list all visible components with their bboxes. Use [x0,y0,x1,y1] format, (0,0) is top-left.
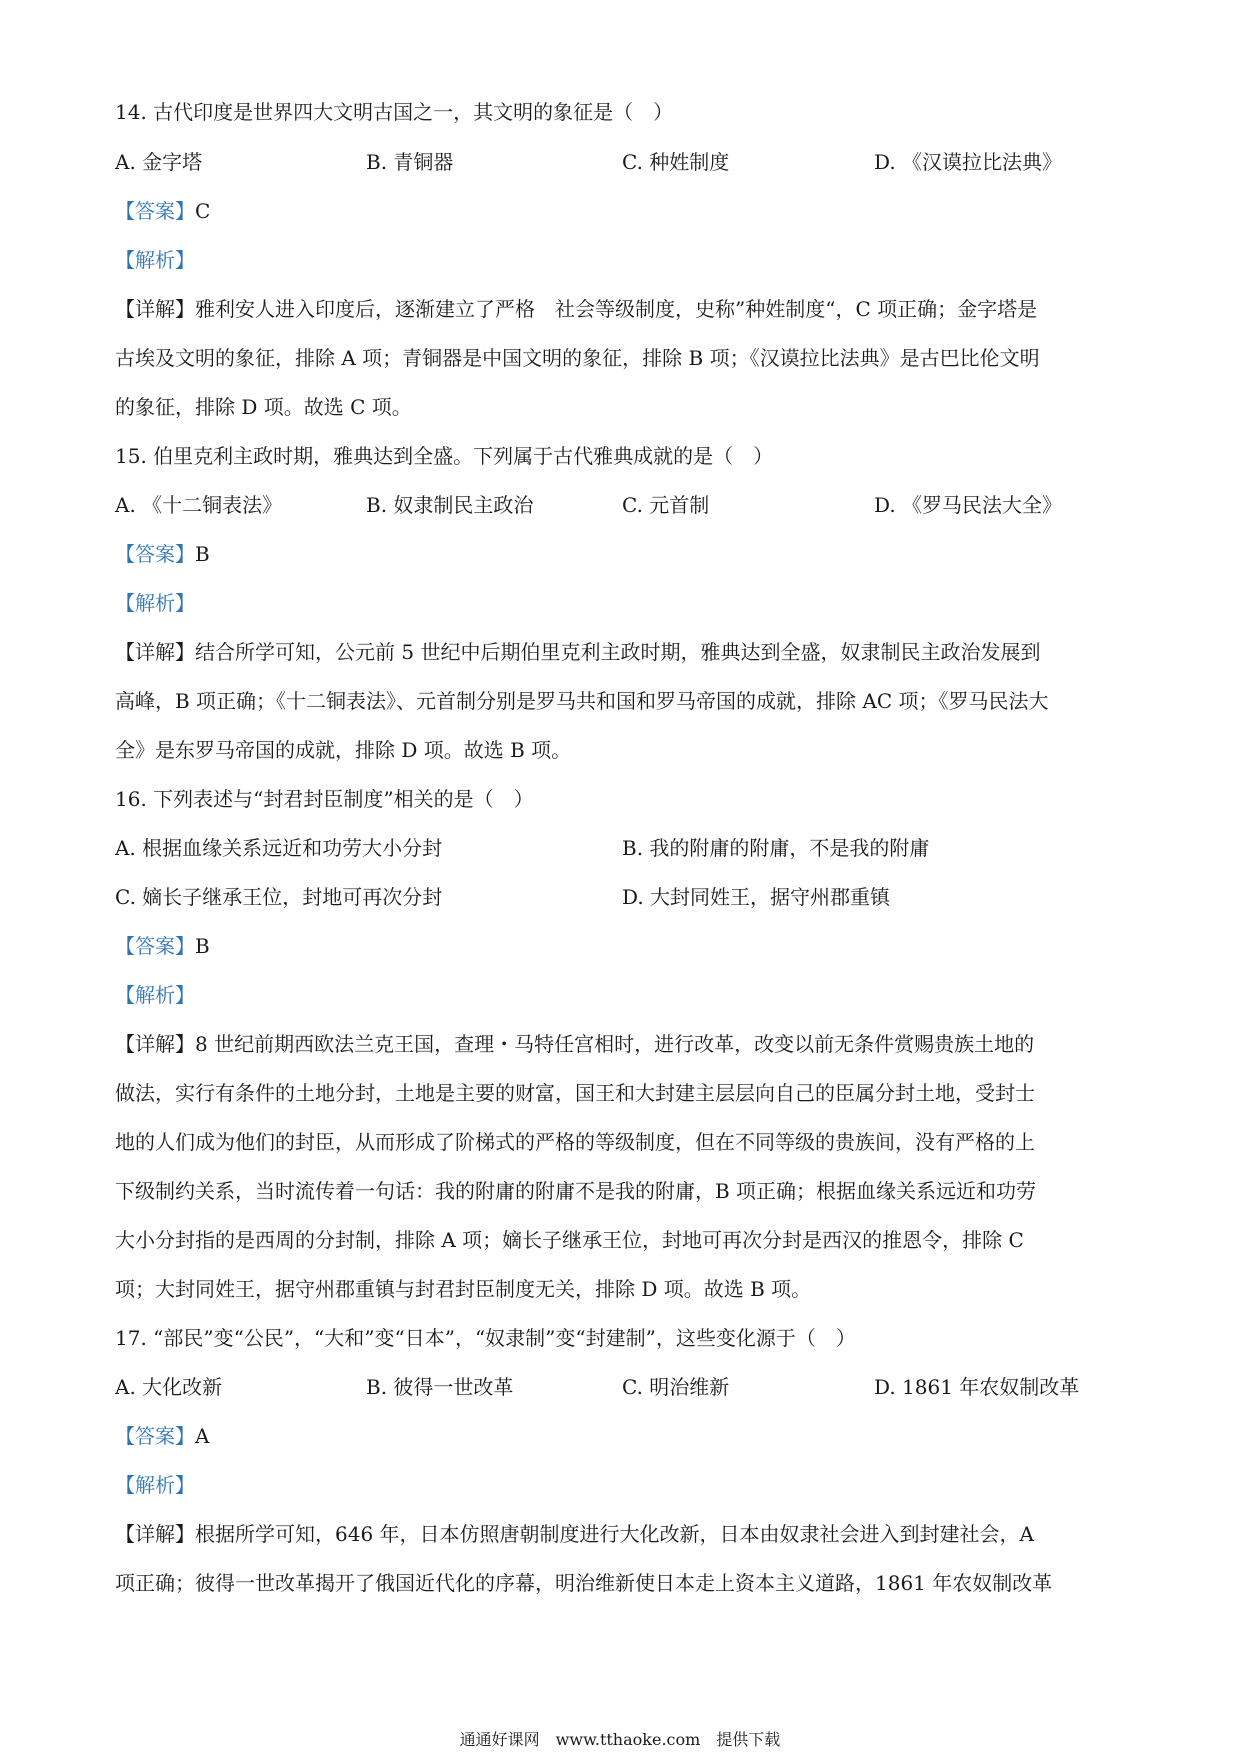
question-16-option-d: D. 大封同姓王，据守州郡重镇 [622,885,891,909]
answer-tag: 【答案】 [115,934,195,958]
question-15-option-d: D. 《罗马民法大全》 [874,493,1063,517]
question-14-detail-line-3: 的象征，排除 D 项。故选 C 项。 [115,395,412,419]
question-15-answer [115,540,210,568]
question-16-stem: 16. 下列表述与“封君封臣制度”相关的是（ ） [115,787,534,811]
question-17-option-c: C. 明治维新 [622,1375,730,1399]
question-14-option-d: D. 《汉谟拉比法典》 [874,150,1063,174]
question-15-stem: 15. 伯里克利主政时期，雅典达到全盛。下列属于古代雅典成就的是（ ） [115,444,774,468]
question-14-answer [115,197,210,225]
question-17-answer [115,1422,209,1450]
question-14-option-a: A. 金字塔 [115,150,203,174]
detail-tag: 【详解】 [115,1032,195,1056]
answer-tag: 【答案】 [115,199,195,223]
question-17-stem: 17. “部民”变“公民”，“大和”变“日本”，“奴隶制”变“封建制”，这些变化源于（ ） [115,1326,856,1350]
question-16-detail-line-4: 下级制约关系，当时流传着一句话：我的附庸的附庸不是我的附庸，B 项正确；根据血缘关系远近和功劳 [115,1179,1037,1203]
question-15-option-b: B. 奴隶制民主政治 [366,493,534,517]
question-14-option-c: C. 种姓制度 [622,150,730,174]
answer-tag: 【答案】 [115,542,195,566]
detail-tag: 【详解】 [115,640,195,664]
question-15-analysis-tag: 【解析】 [115,591,195,615]
answer-value: C [195,199,211,223]
answer-value: B [195,542,210,566]
question-16-option-a: A. 根据血缘关系远近和功劳大小分封 [115,836,443,860]
question-16-option-b: B. 我的附庸的附庸，不是我的附庸 [622,836,930,860]
question-16-detail-line-3: 地的人们成为他们的封臣，从而形成了阶梯式的严格的等级制度，但在不同等级的贵族间，没有严格的上 [115,1130,1035,1154]
question-15-option-a: A. 《十二铜表法》 [115,493,283,517]
question-16-detail-line-5: 大小分封指的是西周的分封制，排除 A 项；嫡长子继承王位，封地可再次分封是西汉的推恩令，排除 C [115,1228,1024,1252]
question-16-option-c: C. 嫡长子继承王位，封地可再次分封 [115,885,443,909]
question-16-analysis-tag: 【解析】 [115,983,195,1007]
question-14-detail-line-1: 【详解】雅利安人进入印度后，逐渐建立了严格 社会等级制度，史称”种姓制度“，C 项正确；金字塔是 [115,297,1038,321]
answer-value: B [195,934,210,958]
question-16-answer [115,932,210,960]
question-17-option-d: D. 1861 年农奴制改革 [874,1375,1080,1399]
question-16-detail-line-6: 项；大封同姓王，据守州郡重镇与封君封臣制度无关，排除 D 项。故选 B 项。 [115,1277,812,1301]
question-14-detail-line-2: 古埃及文明的象征，排除 A 项；青铜器是中国文明的象征，排除 B 项；《汉谟拉比法典》是古巴比伦文明 [115,346,1040,370]
detail-tag: 【详解】 [115,1522,195,1546]
question-14-analysis-tag: 【解析】 [115,248,195,272]
question-15-detail-line-3: 全》是东罗马帝国的成就，排除 D 项。故选 B 项。 [115,738,572,762]
question-14-option-b: B. 青铜器 [366,150,454,174]
question-15-detail-line-1: 【详解】结合所学可知，公元前 5 世纪中后期伯里克利主政时期，雅典达到全盛，奴隶制民主政治发展到 [115,640,1041,664]
answer-tag: 【答案】 [115,1424,195,1448]
question-17-option-a: A. 大化改新 [115,1375,223,1399]
question-17-detail-line-2: 项正确；彼得一世改革揭开了俄国近代化的序幕，明治维新使日本走上资本主义道路，1861 年农奴制改革 [115,1571,1053,1595]
detail-tag: 【详解】 [115,297,195,321]
question-14-stem: 14. 古代印度是世界四大文明古国之一，其文明的象征是（ ） [115,100,674,124]
question-17-detail-line-1: 【详解】根据所学可知，646 年，日本仿照唐朝制度进行大化改新，日本由奴隶社会进入到封建社会，A [115,1522,1034,1546]
question-15-detail-line-2: 高峰，B 项正确；《十二铜表法》、元首制分别是罗马共和国和罗马帝国的成就，排除 AC 项；《罗马民法大 [115,689,1049,713]
question-16-detail-line-2: 做法，实行有条件的土地分封，土地是主要的财富，国王和大封建主层层向自己的臣属分封土地，受封士 [115,1081,1035,1105]
answer-value: A [195,1424,210,1448]
question-17-option-b: B. 彼得一世改革 [366,1375,514,1399]
page-footer: 通通好课网 www.tthaoke.com 提供下载 [459,1730,781,1749]
question-16-detail-line-1: 【详解】8 世纪前期西欧法兰克王国，查理・马特任宫相时，进行改革，改变以前无条件赏赐贵族土地的 [115,1032,1035,1056]
question-17-analysis-tag: 【解析】 [115,1473,195,1497]
question-15-option-c: C. 元首制 [622,493,710,517]
